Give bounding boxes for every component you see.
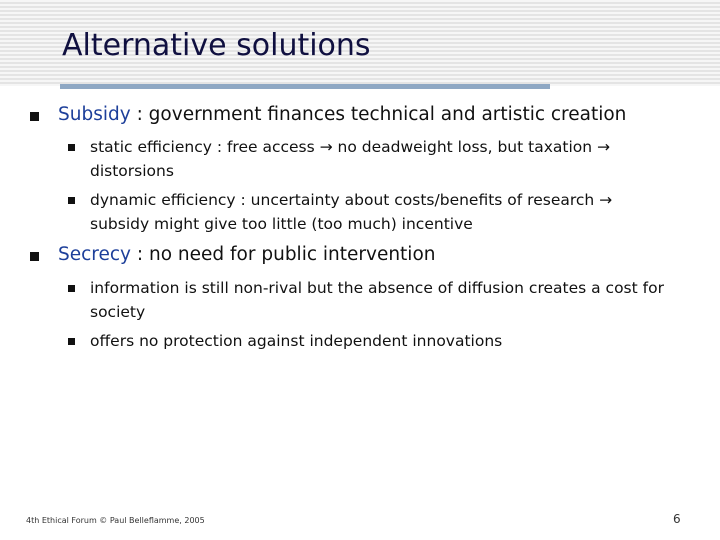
title-underline: [60, 84, 550, 89]
sub-bullet-protection: offers no protection against independent innovations: [90, 332, 503, 350]
bullet-text: : no need for public intervention: [131, 244, 436, 265]
bullet-square-icon: [30, 112, 39, 121]
sub-bullet-square-icon: [68, 285, 75, 292]
keyword-secrecy: Secrecy: [58, 244, 131, 265]
bullet-secrecy: [58, 244, 436, 265]
sub-bullet-square-icon: [68, 144, 75, 151]
bullet-text: : government finances technical and artistic creation: [130, 104, 627, 125]
sub-bullet-static-efficiency: static efficiency : free access → no deadweight loss, but taxation → distorsions: [90, 138, 610, 180]
sub-bullet-information: information is still non-rival but the absence of diffusion creates a cost for society: [90, 279, 664, 321]
sub-bullet-dynamic-efficiency: dynamic efficiency : uncertainty about costs/benefits of research → subsidy might give too little (too much) incentive: [90, 191, 613, 233]
sub-bullet-square-icon: [68, 197, 75, 204]
slide-title: Alternative solutions: [62, 28, 371, 63]
sub-bullet-square-icon: [68, 338, 75, 345]
bullet-subsidy: [58, 104, 626, 125]
slide-footer: 4th Ethical Forum © Paul Belleflamme, 2005: [26, 516, 205, 525]
keyword-subsidy: Subsidy: [58, 104, 131, 125]
bullet-square-icon: [30, 252, 39, 261]
page-number: 6: [673, 512, 681, 526]
